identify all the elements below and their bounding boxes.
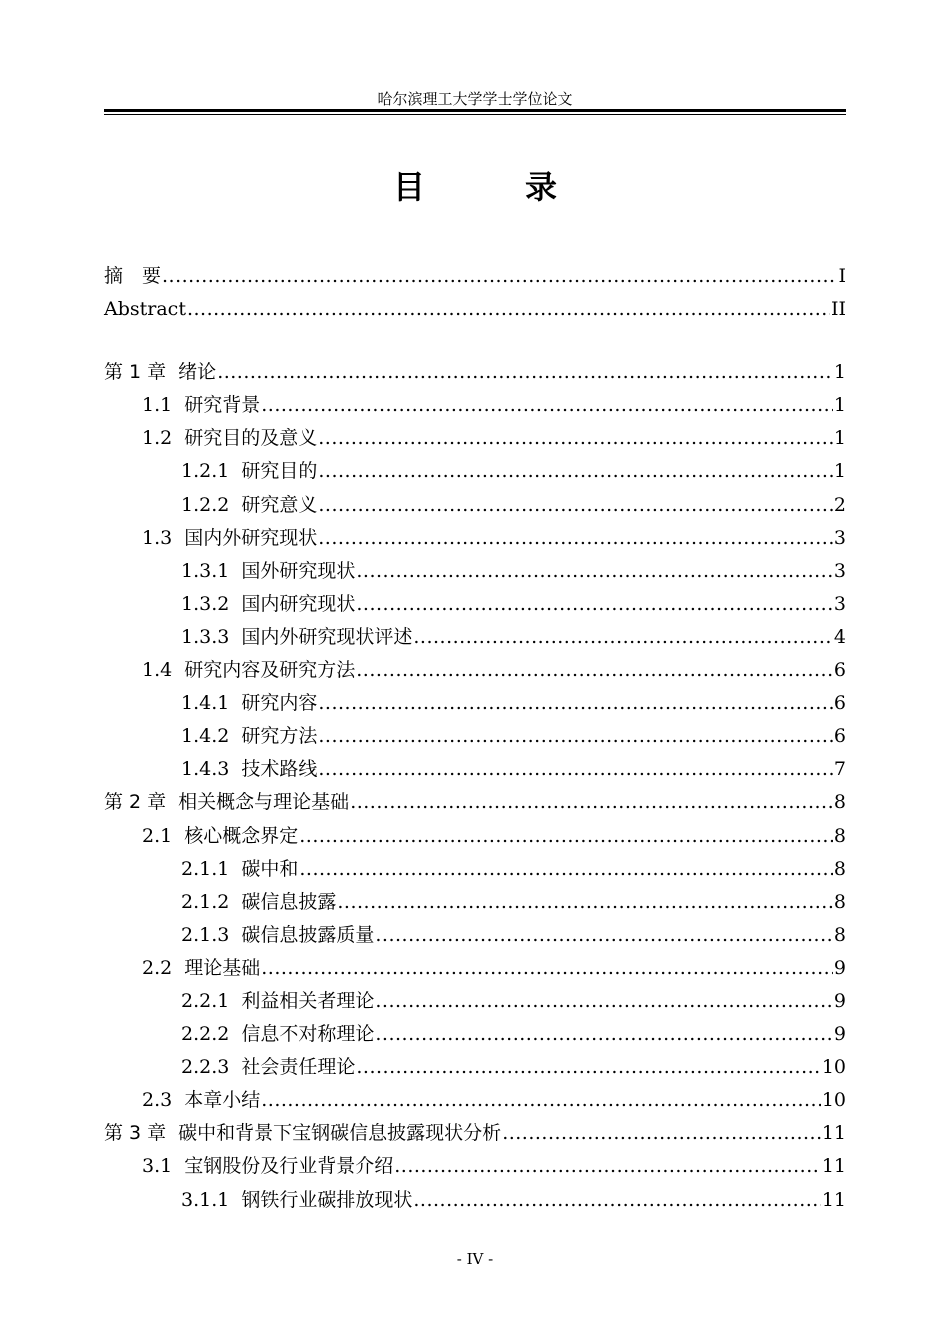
toc-entry-title: 碳信息披露质量 — [241, 923, 375, 946]
toc-section-entry[interactable] — [104, 654, 846, 687]
toc-entry-number: 2.2.2 — [181, 1023, 230, 1046]
toc-entry-number: 2.3 — [142, 1089, 173, 1112]
dot-leader — [318, 720, 833, 753]
dot-leader — [318, 753, 833, 786]
toc-entry-title: 技术路线 — [241, 758, 318, 781]
toc-title: 目 录 — [392, 168, 591, 206]
toc-section-entry[interactable] — [104, 720, 846, 753]
toc-section-entry[interactable] — [104, 853, 846, 886]
toc-entry-title: 国内研究现状 — [241, 592, 356, 615]
dot-leader — [375, 1018, 833, 1051]
toc-entry-title: Abstract — [104, 298, 186, 321]
toc-section-entry[interactable] — [104, 555, 846, 588]
toc-entry-number: 1.1 — [142, 394, 173, 417]
toc-entry-title: 碳中和背景下宝钢碳信息披露现状分析 — [178, 1122, 502, 1145]
dot-leader — [375, 919, 833, 952]
dot-leader — [350, 786, 833, 819]
dot-leader — [187, 293, 830, 326]
toc-entry-title: 研究意义 — [241, 493, 318, 516]
dot-leader — [217, 356, 833, 389]
toc-entry-page: 1 — [833, 427, 846, 450]
dot-leader — [356, 654, 833, 687]
toc-entry-abstract-cn[interactable] — [104, 260, 846, 293]
toc-entry-page: 1 — [833, 460, 846, 483]
toc-entry-number: 1.2 — [142, 427, 173, 450]
toc-entry-page: 7 — [833, 758, 846, 781]
dot-leader — [318, 455, 833, 488]
toc-entry-title: 核心概念界定 — [184, 824, 299, 847]
toc-entry-page: 8 — [833, 824, 846, 847]
toc-entry-title: 利益相关者理论 — [241, 989, 375, 1012]
dot-leader — [261, 952, 833, 985]
dot-leader — [502, 1117, 821, 1150]
toc-entry-number: 2.2 — [142, 956, 173, 979]
toc-entry-title: 信息不对称理论 — [241, 1023, 375, 1046]
dot-leader — [299, 853, 833, 886]
dot-leader — [356, 1051, 820, 1084]
toc-entry-number: 第 2 章 — [104, 791, 167, 814]
toc-entry-number: 1.3 — [142, 526, 173, 549]
toc-entry-number: 第 3 章 — [104, 1122, 167, 1145]
toc-entry-page: 3 — [833, 592, 846, 615]
dot-leader — [318, 489, 833, 522]
running-header: 哈尔滨理工大学学士学位论文 — [377, 90, 573, 108]
dot-leader — [261, 389, 833, 422]
toc-entry-page: 4 — [833, 625, 846, 648]
toc-entry-title: 碳信息披露 — [241, 890, 337, 913]
toc-section-entry[interactable] — [104, 886, 846, 919]
toc-entry-number: 2.1.3 — [181, 923, 230, 946]
toc-entry-number: 1.3.1 — [181, 559, 230, 582]
dot-leader — [337, 886, 833, 919]
header-rule-thick — [104, 109, 846, 112]
toc-entry-number: 1.4 — [142, 659, 173, 682]
toc-entry-page: 9 — [833, 989, 846, 1012]
toc-entry-number: 2.1 — [142, 824, 173, 847]
toc-entry-title: 研究目的 — [241, 460, 318, 483]
toc-entry-page: 3 — [833, 559, 846, 582]
toc-entry-title: 理论基础 — [184, 956, 261, 979]
toc-entry-page: 2 — [833, 493, 846, 516]
dot-leader — [413, 621, 833, 654]
toc-entry-number: 2.1.2 — [181, 890, 230, 913]
toc-entry-abstract-en[interactable] — [104, 293, 846, 326]
toc-entry-title: 碳中和 — [241, 857, 299, 880]
toc-entry-page: 8 — [833, 923, 846, 946]
toc-entry-number: 1.4.1 — [181, 692, 230, 715]
toc-entry-title: 宝钢股份及行业背景介绍 — [184, 1155, 394, 1178]
dot-leader — [413, 1184, 820, 1217]
toc-section-entry[interactable] — [104, 1184, 846, 1217]
toc-chapter-entry[interactable] — [104, 786, 846, 819]
toc-entry-page: 10 — [821, 1056, 846, 1079]
toc-entry-title: 研究内容及研究方法 — [184, 659, 356, 682]
toc-section-entry[interactable] — [104, 1018, 846, 1051]
dot-leader — [261, 1084, 821, 1117]
toc-body — [104, 356, 846, 1216]
toc-entry-number: 1.2.1 — [181, 460, 230, 483]
toc-section-entry[interactable] — [104, 919, 846, 952]
toc-entry-title: 研究内容 — [241, 692, 318, 715]
table-of-contents — [104, 260, 846, 1217]
toc-entry-number: 1.4.3 — [181, 758, 230, 781]
toc-section-entry[interactable] — [104, 985, 846, 1018]
toc-entry-number: 1.3.3 — [181, 625, 230, 648]
toc-entry-page: 1 — [833, 394, 846, 417]
dot-leader — [356, 588, 833, 621]
toc-entry-title: 摘 要 — [104, 265, 162, 287]
toc-entry-page: 6 — [833, 725, 846, 748]
toc-section-entry[interactable] — [104, 389, 846, 422]
toc-entry-page: 10 — [821, 1089, 846, 1112]
toc-entry-title: 国内外研究现状评述 — [241, 625, 413, 648]
dot-leader — [318, 687, 833, 720]
dot-leader — [318, 522, 833, 555]
toc-chapter-entry[interactable] — [104, 1117, 846, 1150]
toc-entry-title: 社会责任理论 — [241, 1056, 356, 1079]
toc-entry-number: 1.2.2 — [181, 493, 230, 516]
toc-entry-page: 3 — [833, 526, 846, 549]
toc-entry-page: 11 — [821, 1122, 846, 1145]
toc-entry-title: 国外研究现状 — [241, 559, 356, 582]
toc-entry-title: 绪论 — [178, 361, 217, 384]
toc-section-entry[interactable] — [104, 753, 846, 786]
header-rule-thin — [104, 114, 846, 115]
toc-section-entry[interactable] — [104, 1150, 846, 1183]
toc-entry-title: 研究背景 — [184, 394, 261, 417]
toc-entry-number: 1.4.2 — [181, 725, 230, 748]
toc-entry-number: 2.2.3 — [181, 1056, 230, 1079]
toc-entry-number: 3.1 — [142, 1155, 173, 1178]
toc-entry-page: 6 — [833, 659, 846, 682]
toc-entry-page: I — [838, 265, 846, 287]
toc-section-entry[interactable] — [104, 820, 846, 853]
toc-entry-title: 研究方法 — [241, 725, 318, 748]
toc-entry-page: 9 — [833, 956, 846, 979]
dot-leader — [394, 1150, 821, 1183]
toc-entry-number: 3.1.1 — [181, 1188, 230, 1211]
toc-entry-page: 1 — [833, 361, 846, 384]
toc-section-entry[interactable] — [104, 422, 846, 455]
toc-section-entry[interactable] — [104, 522, 846, 555]
toc-chapter-entry[interactable] — [104, 356, 846, 389]
toc-entry-number: 1.3.2 — [181, 592, 230, 615]
dot-leader — [356, 555, 833, 588]
toc-entry-page: II — [830, 298, 846, 321]
toc-section-entry[interactable] — [104, 952, 846, 985]
toc-section-entry[interactable] — [104, 1084, 846, 1117]
dot-leader — [318, 422, 833, 455]
dot-leader — [299, 820, 833, 853]
toc-entry-number: 2.1.1 — [181, 857, 230, 880]
toc-section-entry[interactable] — [104, 489, 846, 522]
toc-entry-number: 2.2.1 — [181, 989, 230, 1012]
dot-leader — [375, 985, 833, 1018]
page-number: - IV - — [456, 1250, 494, 1268]
dot-leader — [162, 260, 837, 293]
toc-entry-title: 本章小结 — [184, 1089, 261, 1112]
toc-section-entry[interactable] — [104, 621, 846, 654]
toc-entry-title: 研究目的及意义 — [184, 427, 318, 450]
toc-entry-page: 8 — [833, 791, 846, 814]
toc-section-entry[interactable] — [104, 588, 846, 621]
toc-entry-number: 第 1 章 — [104, 361, 167, 384]
toc-entry-page: 11 — [821, 1188, 846, 1211]
toc-section-entry[interactable] — [104, 1051, 846, 1084]
toc-entry-title: 国内外研究现状 — [184, 526, 318, 549]
toc-entry-title: 相关概念与理论基础 — [178, 791, 350, 814]
toc-section-entry[interactable] — [104, 455, 846, 488]
toc-entry-page: 8 — [833, 857, 846, 880]
toc-entry-page: 11 — [821, 1155, 846, 1178]
toc-section-entry[interactable] — [104, 687, 846, 720]
toc-entry-title: 钢铁行业碳排放现状 — [241, 1188, 413, 1211]
toc-entry-page: 9 — [833, 1023, 846, 1046]
toc-entry-page: 8 — [833, 890, 846, 913]
toc-entry-page: 6 — [833, 692, 846, 715]
